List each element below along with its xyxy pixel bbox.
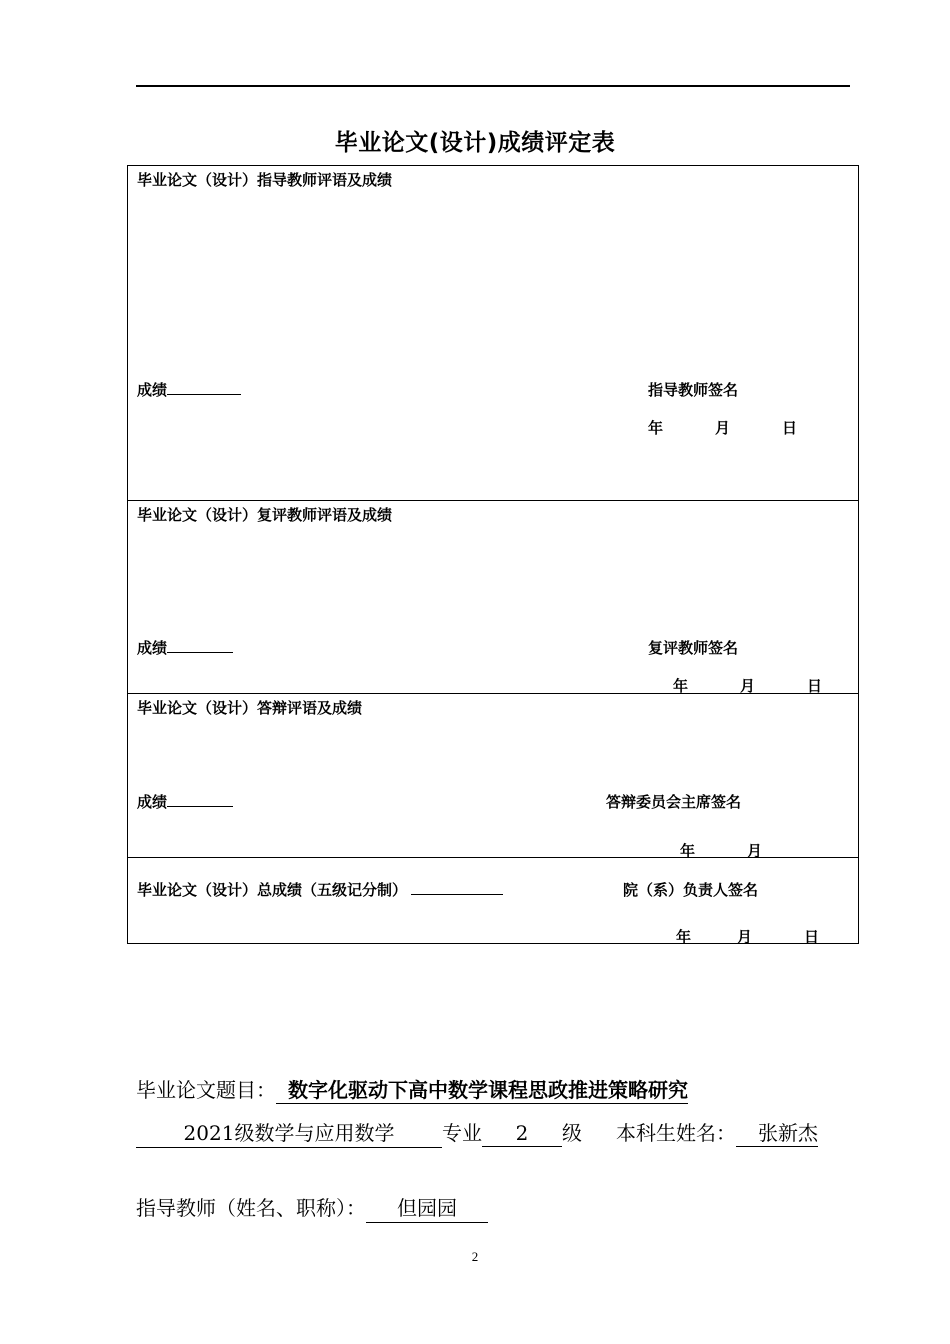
- major-value: 2021级数学与应用数学: [136, 1117, 442, 1148]
- advisor-grade-blank[interactable]: [167, 380, 241, 395]
- class-value: 2: [482, 1121, 562, 1147]
- total-date-month: 月: [737, 928, 753, 946]
- reviewer-grade: [137, 637, 233, 658]
- defense-signature-label: 答辩委员会主席签名: [606, 793, 742, 811]
- student-label: 本科生姓名：: [616, 1121, 736, 1145]
- reviewer-date-day: 日: [807, 677, 823, 695]
- total-signature-label: 院（系）负责人签名: [623, 881, 759, 899]
- advisor-date: [648, 417, 797, 438]
- defense-grade: [137, 791, 233, 812]
- student-value: 张新杰: [736, 1121, 818, 1147]
- total-date: [676, 926, 819, 947]
- evaluation-form: [127, 165, 859, 944]
- page-title: 毕业论文(设计)成绩评定表: [334, 130, 616, 156]
- advisor-info-value: 但园园: [366, 1192, 488, 1223]
- reviewer-signature-label: 复评教师签名: [648, 639, 739, 657]
- defense-grade-label: 成绩: [137, 793, 168, 811]
- advisor-info-label: 指导教师（姓名、职称）：: [136, 1196, 366, 1220]
- thesis-topic-line: [136, 1074, 688, 1103]
- defense-date-year: 年: [680, 842, 696, 860]
- advisor-heading: 毕业论文（设计）指导教师评语及成绩: [137, 171, 393, 189]
- advisor-section: [128, 166, 858, 501]
- header-rule: [136, 85, 850, 87]
- reviewer-date-year: 年: [673, 677, 689, 695]
- advisor-date-day: 日: [782, 419, 798, 437]
- reviewer-date-month: 月: [740, 677, 756, 695]
- reviewer-grade-blank[interactable]: [167, 638, 233, 653]
- defense-section: [128, 694, 858, 858]
- reviewer-heading: 毕业论文（设计）复评教师评语及成绩: [137, 506, 393, 524]
- reviewer-section: [128, 501, 858, 694]
- advisor-date-year: 年: [648, 419, 664, 437]
- class-label: 级: [562, 1121, 582, 1145]
- total-date-day: 日: [804, 928, 820, 946]
- total-section: [128, 858, 858, 946]
- page-number: 2: [471, 1249, 479, 1264]
- advisor-grade-label: 成绩: [137, 381, 168, 399]
- total-heading: 毕业论文（设计）总成绩（五级记分制）: [137, 881, 408, 899]
- thesis-topic-label: 毕业论文题目：: [136, 1078, 276, 1102]
- defense-heading: 毕业论文（设计）答辩评语及成绩: [137, 699, 363, 717]
- reviewer-date: [673, 675, 822, 696]
- defense-grade-blank[interactable]: [167, 792, 233, 807]
- reviewer-grade-label: 成绩: [137, 639, 168, 657]
- advisor-date-month: 月: [715, 419, 731, 437]
- thesis-topic-value: 数字化驱动下高中数学课程思政推进策略研究: [276, 1078, 688, 1104]
- advisor-grade: [137, 379, 241, 400]
- advisor-line: [136, 1192, 488, 1223]
- defense-date-month: 月: [747, 842, 763, 860]
- total-date-year: 年: [676, 928, 692, 946]
- major-label: 专业: [442, 1121, 482, 1145]
- advisor-signature-label: 指导教师签名: [648, 381, 739, 399]
- total-grade-blank[interactable]: [411, 880, 503, 895]
- student-line: [136, 1117, 818, 1148]
- total-grade: [137, 879, 503, 900]
